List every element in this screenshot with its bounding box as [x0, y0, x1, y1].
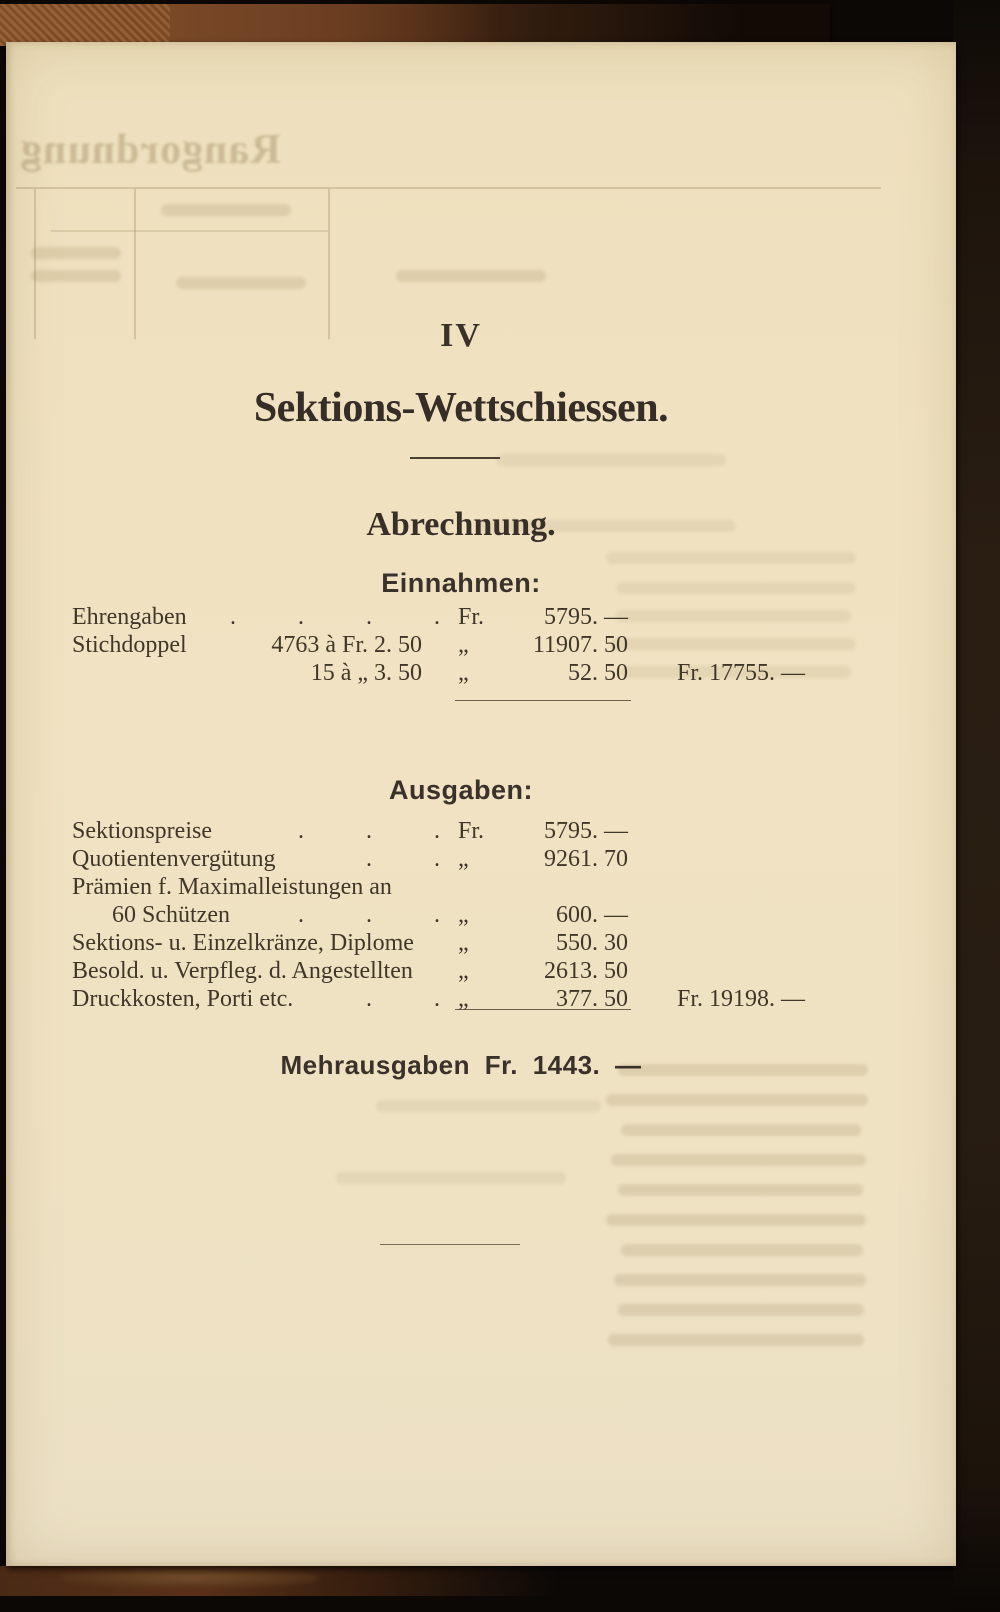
income-row-amount: 52. 50 [568, 660, 628, 686]
book-binding-top-edge [0, 4, 830, 46]
expense-row-amount: 377. 50 [556, 986, 628, 1012]
income-row-detail: 4763 à Fr. 2. 50 [271, 632, 422, 658]
dot-leader: . . [366, 846, 440, 872]
income-total: Fr. 17755. — [677, 660, 806, 686]
expense-row-label: Sektions- u. Einzelkränze, Diplome [72, 930, 414, 956]
show-through-text [496, 454, 726, 466]
show-through-text [606, 1214, 866, 1226]
dot-leader: . . [366, 986, 440, 1012]
expense-row [6, 958, 956, 986]
expense-row-amount: 5795. — [544, 818, 628, 844]
expense-row-label: Prämien f. Maximalleistungen an [72, 874, 392, 900]
currency-mark: „ [458, 632, 469, 658]
book-cover-right-edge [953, 0, 1000, 1612]
expense-row-label: Quotientenvergütung [72, 846, 276, 872]
title-divider [410, 457, 500, 459]
currency-mark: Fr. [458, 604, 485, 630]
summary-line [6, 1050, 916, 1081]
income-sum-rule [455, 700, 631, 701]
income-row-label: Stichdoppel [72, 632, 187, 658]
currency-mark: „ [458, 902, 469, 928]
show-through-text [614, 1274, 866, 1286]
show-through-table-line [16, 187, 881, 189]
book-page [6, 42, 956, 1566]
expenses-heading: Ausgaben: [388, 775, 533, 805]
expense-row [6, 818, 956, 846]
currency-mark: „ [458, 930, 469, 956]
show-through-text [31, 247, 121, 259]
currency-mark: „ [458, 660, 469, 686]
expenses-sum-rule [455, 1009, 631, 1010]
income-row-detail: 15 à „ 3. 50 [310, 660, 422, 686]
show-through-text [376, 1100, 601, 1112]
show-through-text [621, 1124, 861, 1136]
dot-leader: . . . . [230, 604, 440, 630]
show-through-text [31, 270, 121, 282]
expense-row [6, 874, 956, 902]
show-through-text [176, 277, 306, 289]
show-through-text [606, 552, 856, 564]
page-title: Sektions-Wettschiessen. [253, 385, 669, 431]
show-through-text [336, 1172, 566, 1184]
expense-row-amount: 9261. 70 [544, 846, 628, 872]
currency-mark: Fr. [458, 818, 485, 844]
expense-row [6, 846, 956, 874]
expense-row-amount: 2613. 50 [544, 958, 628, 984]
income-row-label: Ehrengaben [72, 604, 187, 630]
expense-row-label: Besold. u. Verpfleg. d. Angestellten [72, 958, 413, 984]
summary-label: Mehrausgaben [280, 1050, 470, 1080]
summary-value: Fr. 1443. — [484, 1050, 642, 1080]
expense-row-label: 60 Schützen [112, 902, 230, 928]
show-through-table-line [51, 230, 328, 232]
currency-mark: „ [458, 958, 469, 984]
show-through-text [611, 1154, 866, 1166]
expense-row-label: Druckkosten, Porti etc. [72, 986, 294, 1012]
page-subtitle: Abrechnung. [366, 506, 556, 543]
expense-row-amount: 550. 30 [556, 930, 628, 956]
expense-row [6, 930, 956, 958]
currency-mark: „ [458, 986, 469, 1012]
dot-leader: . . . [298, 902, 440, 928]
book-binding-bottom-edge [0, 1566, 560, 1596]
show-through-text [621, 1244, 863, 1256]
show-through-text [161, 204, 291, 216]
income-row-amount: 5795. — [544, 604, 628, 630]
income-row [6, 632, 956, 660]
income-heading: Einnahmen: [381, 568, 541, 598]
show-through-text [618, 1184, 863, 1196]
income-row [6, 660, 956, 688]
currency-mark: „ [458, 846, 469, 872]
income-row-amount: 11907. 50 [532, 632, 628, 658]
section-number: IV [440, 317, 482, 354]
show-through-text [606, 1094, 868, 1106]
show-through-text [618, 1304, 864, 1316]
expense-row [6, 902, 956, 930]
show-through-reverse-title: Rangordnung [20, 127, 281, 173]
expenses-total: Fr. 19198. — [677, 986, 806, 1012]
income-row [6, 604, 956, 632]
show-through-text [396, 270, 546, 282]
closing-divider [380, 1244, 520, 1245]
expense-row-amount: 600. — [556, 902, 628, 928]
dot-leader: . . . [298, 818, 440, 844]
show-through-text [608, 1334, 864, 1346]
expense-row-label: Sektionspreise [72, 818, 212, 844]
